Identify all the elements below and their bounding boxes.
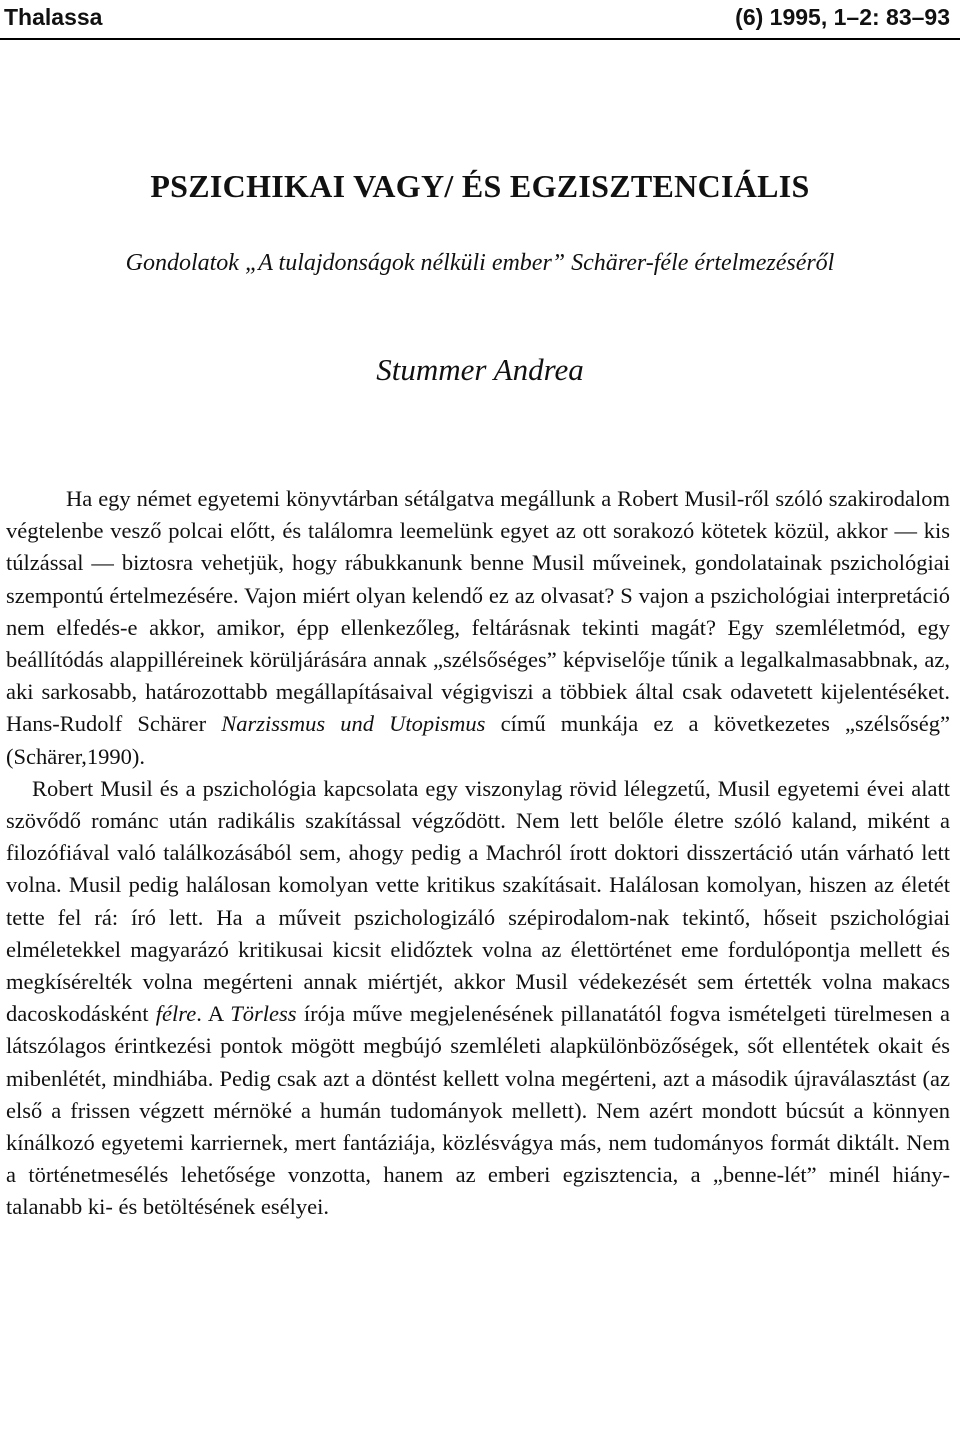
paragraph-2-text-a: Robert Musil és a pszichológia kapcsolata egy viszonylag rövid lélegzetű, Musil egyetemi évei alatt szövődő románc után radikális szakítással végződött. Nem lett belőle életre szóló kaland, miként a filozófiával való találkozásából sem, ahogy pedig a Machról írott doktori disszertáció után várható lett volna. Musil pedig halálosan komolyan vette kritikus szakításait. Halálosan komolyan, hiszen az életét tette fel rá: író lett. Ha a műveit pszichologizáló szépirodalom-nak tekintő, hőseit pszichológiai elméletekkel magyarázó kritikusai kicsit elidőztek volna az élettörténet eme fordulópontja mellett és megkísérelték volna megérteni annak miértjét, akkor Musil védekezését sem értették volna makacs dacoskodásként — [6, 775, 950, 1027]
book-title-narzissmus: Narzissmus und Utopismus — [221, 711, 486, 737]
header-rule — [0, 38, 960, 40]
article-subtitle: Gondolatok „A tulajdonságok nélküli ember” Schärer-féle értelmezéséről — [125, 250, 835, 276]
emphasis-felre: félre — [155, 1001, 197, 1027]
paragraph-1-text-b: című munkája ez a következetes „szélsőség” (Schärer,1990). — [6, 711, 950, 769]
paragraph-1-text-a: Ha egy német egyetemi könyvtárban sétálgatva megállunk a Robert Musil-ről szóló szakirodalom végtelenbe vesző polcai előtt, és találomra leemelünk egyet az ott sorakozó kötetek közül, akkor — kis túlzással — biztosra vehetjük, hogy rábukkanunk benne Musil műveinek, gondolatainak pszichológiai szempontú értelmezésére. Vajon miért olyan kelendő ez az olvasat? S vajon a pszichológiai interpretáció nem elfedés-e akkor, amikor, épp ellenkezőleg, feltárásnak tekinti magát? Egy szemléletmód, egy beállítódás alappilléreinek körüljárására annak „szélsőséges” képviselője tűnik a legalkalmasabbnak, az, aki sarkosabb, határozottabb megállapításaival végigviszi a többiek által csak odavetett kijelentéséket. Hans-Rudolf Schärer — [6, 486, 950, 737]
paragraph-2-text-c: írója műve megjelenésének pillanatától fogva ismételgeti türelmesen a látszólagos érintkezési pontok mögött megbújó szemléleti alapkülönbözőségek, sőt ellentétek okait és mibenlétét, mindhiába. Pedig csak azt a döntést kellett volna megérteni, azt a második újraválasztást (az első a frissen végzett mérnöké a humán tudományok mellett). Nem azért mondott búcsút a könnyen kínálkozó egyetemi karriernek, mert fantáziája, közlésvágya más, nem tudományos formát diktált. Nem a történetmesélés lehetősége vonzotta, hanem az emberi egzisztencia, a „benne-lét” minél hiány-talanabb ki- és betöltésének esélyei. — [6, 1001, 950, 1220]
journal-citation: (6) 1995, 1–2: 83–93 — [735, 4, 950, 30]
journal-name: Thalassa — [4, 4, 103, 30]
article-author: Stummer Andrea — [376, 352, 584, 387]
article-title: PSZICHIKAI VAGY/ ÉS EGZISZTENCIÁLIS — [150, 168, 810, 204]
paragraph-2 — [6, 773, 950, 1224]
article-body — [6, 483, 950, 1224]
paragraph-1 — [6, 483, 950, 773]
paragraph-2-text-b: . A — [196, 1001, 231, 1027]
book-title-torless: Törless — [230, 1001, 297, 1027]
